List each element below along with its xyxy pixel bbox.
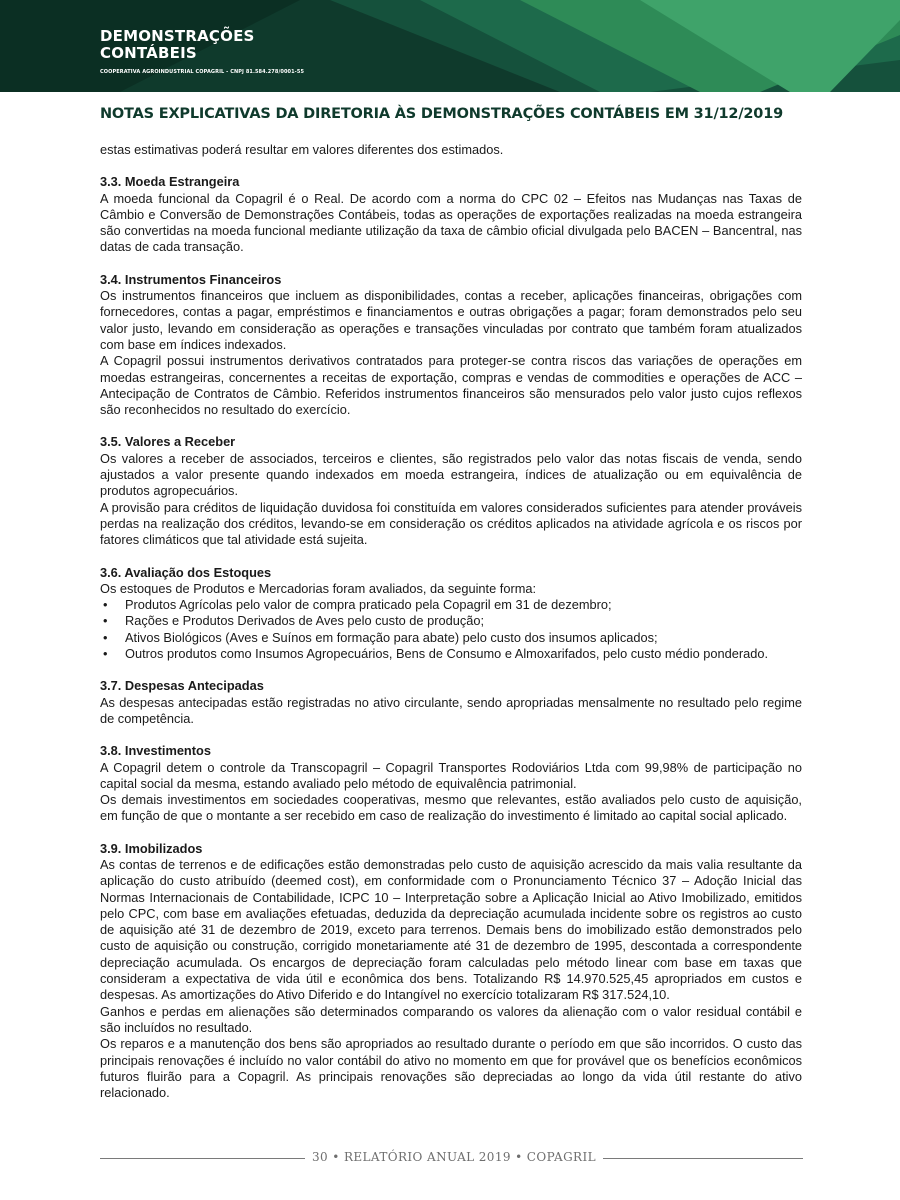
bullet-icon: • [103,597,108,613]
page-footer [0,1150,900,1170]
footer-divider-right [603,1158,803,1159]
list-item-text: Ativos Biológicos (Aves e Suínos em formação para abate) pelo custo dos insumos aplicados; [125,629,658,645]
section-title-3-3: 3.3. Moeda Estrangeira [100,174,240,190]
list-item [100,597,802,613]
paragraph: A Copagril detem o controle da Transcopagril – Copagril Transportes Rodoviários Ltda com 99,98% de participação no capital social da mesma, estando avaliado pelo método de equivalência patrimonial. [100,759,802,791]
banner-title-line1: DEMONSTRAÇÕES [100,27,255,45]
section-title-3-4: 3.4. Instrumentos Financeiros [100,271,282,287]
page-heading: NOTAS EXPLICATIVAS DA DIRETORIA ÀS DEMONSTRAÇÕES CONTÁBEIS EM 31/12/2019 [100,106,783,122]
section-title-3-9: 3.9. Imobilizados [100,840,203,856]
paragraph: Os estoques de Produtos e Mercadorias foram avaliados, da seguinte forma: [100,580,537,596]
section-title-3-5: 3.5. Valores a Receber [100,434,236,450]
footer-text: 30 • RELATÓRIO ANUAL 2019 • COPAGRIL [311,1150,596,1164]
section-title-3-7: 3.7. Despesas Antecipadas [100,678,264,694]
list-item-text: Outros produtos como Insumos Agropecuários, Bens de Consumo e Almoxarifados, pelo custo médio ponderado. [125,646,769,662]
paragraph: Ganhos e perdas em alienações são determinados comparando os valores da alienação com o valor residual contábil e são incluídos no resultado. [100,1003,802,1035]
paragraph: A provisão para créditos de liquidação duvidosa foi constituída em valores considerados suficientes para atender prováveis perdas na realização dos créditos, levando-se em consideração os créditos aplicados na atividade agrícola e os riscos por fatores climáticos que tal atividade está sujeita. [100,499,802,548]
paragraph: Os demais investimentos em sociedades cooperativas, mesmo que relevantes, estão avaliados pelo custo de aquisição, em função de que o montante a ser recebido em caso de realização do investimento é limitado ao capital social aplicado. [100,792,802,824]
bullet-icon: • [103,613,108,629]
list-item-text: Rações e Produtos Derivados de Aves pelo custo de produção; [125,613,485,629]
intro-paragraph: estas estimativas poderá resultar em valores diferentes dos estimados. [100,142,504,157]
paragraph: As despesas antecipadas estão registradas no ativo circulante, sendo apropriadas mensalmente no resultado pelo regime de competência. [100,694,802,726]
banner-title-line2: CONTÁBEIS [100,44,197,62]
banner-title [100,28,255,62]
bullet-icon: • [103,629,108,645]
paragraph: Os reparos e a manutenção dos bens são apropriados ao resultado durante o período em que são incorridos. O custo das principais renovações é incluído no valor contábil do ativo no momento em que for provável que os benefícios econômicos futuros fluirão para a Copagril. As principais renovações são depreciadas ao longo da vida útil restante do ativo relacionado. [100,1036,802,1101]
list-item-text: Produtos Agrícolas pelo valor de compra praticado pela Copagril em 31 de dezembro; [125,597,612,613]
section-title-3-8: 3.8. Investimentos [100,743,211,759]
paragraph: A moeda funcional da Copagril é o Real. De acordo com a norma do CPC 02 – Efeitos nas Mudanças nas Taxas de Câmbio e Conversão de Demonstrações Contábeis, todas as operações de exportações realizadas na moeda estrangeira são convertidas na moeda funcional mediante utilização da taxa de câmbio oficial divulgada pelo BACEN – Bancentral, nas datas de cada transação. [100,190,802,255]
header-banner [0,0,900,92]
list-item [100,630,802,646]
section-title-3-6: 3.6. Avaliação dos Estoques [100,564,272,580]
document-body [100,142,802,1101]
paragraph: As contas de terrenos e de edificações estão demonstradas pelo custo de aquisição acrescido da mais valia resultante da aplicação do custo atribuído (deemed cost), em conformidade com o Pronunciamento Técnico 37 – Adoção Inicial das Normas Internacionais de Contabilidade, ICPC 10 – Interpretação sobre a Aplicação Inicial ao Ativo Imobilizado, emitidos pelo CPC, com base em avaliações efetuadas, deduzida da depreciação acumulada incidente sobre os registros ao custo de aquisição até 31 de dezembro de 2019, exceto para terrenos. Demais bens do imobilizado estão demonstrados pelo custo de aquisição ou construção, corrigido monetariamente até 31 de dezembro de 1995, descontada a correspondente depreciação acumulada. Os encargos de depreciação foram calculadas pelo método linear com base em taxas que consideram a expectativa de vida útil e econômica dos bens. Totalizando R$ 14.970.525,45 apropriados em custos e despesas. As amortizações do Ativo Diferido e do Intangível no exercício totalizaram R$ 317.524,10. [100,856,802,1003]
banner-subtitle: COOPERATIVA AGROINDUSTRIAL COPAGRIL - CNPJ 81.584.278/0001-55 [100,69,305,75]
paragraph: Os valores a receber de associados, terceiros e clientes, são registrados pelo valor das notas fiscais de venda, sendo ajustados a valor presente quando indexados em moeda estrangeira, índices de atualização ou em equivalência de produtos agropecuários. [100,450,802,499]
bullet-icon: • [103,646,108,662]
footer-divider-left [100,1158,305,1159]
list-item [100,646,802,662]
list-item [100,613,802,629]
inventory-list [100,597,802,662]
paragraph: A Copagril possui instrumentos derivativos contratados para proteger-se contra riscos das variações de operações em moedas estrangeiras, concernentes a receitas de exportação, compras e vendas de commodities e operações de ACC – Antecipação de Contratos de Câmbio. Referidos instrumentos financeiros são mensurados pelo valor justo cujos reflexos são reconhecidos no resultado do exercício. [100,353,802,418]
paragraph: Os instrumentos financeiros que incluem as disponibilidades, contas a receber, aplicações financeiras, obrigações com fornecedores, contas a pagar, empréstimos e financiamentos e outras obrigações a pagar; foram demonstrados pelo seu valor justo, levando em consideração as operações e transações vinculadas por contrato que também foram atualizados com base em índices indexados. [100,288,802,352]
